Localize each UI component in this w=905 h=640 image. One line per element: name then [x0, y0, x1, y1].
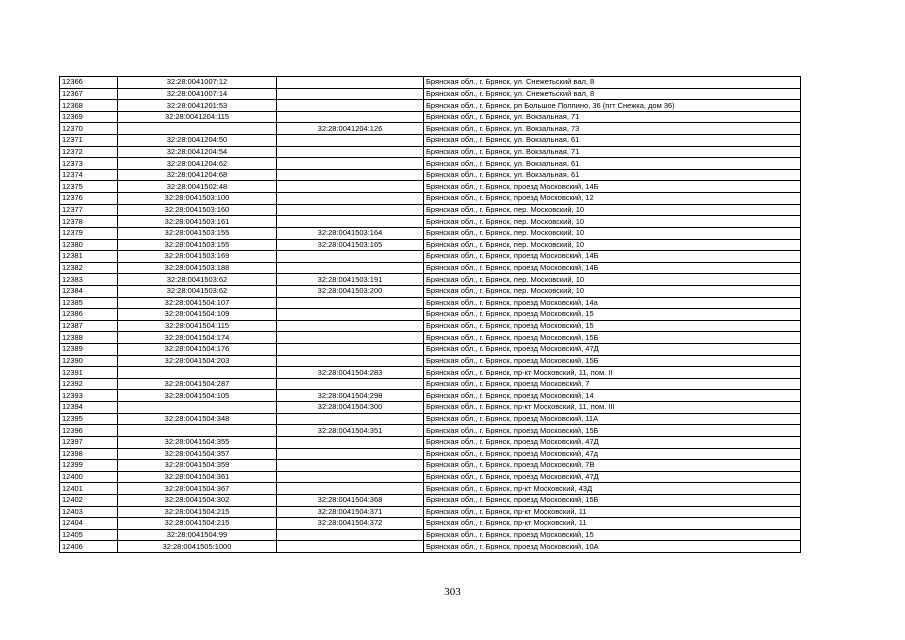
row-number-cell: 12385 [60, 297, 118, 309]
row-number-cell: 12371 [60, 135, 118, 147]
table-row [60, 146, 801, 158]
address-cell: Брянская обл., г. Брянск, проезд Московский, 47Д [424, 436, 801, 448]
address-cell: Брянская обл., г. Брянск, пер. Московский, 10 [424, 274, 801, 286]
address-cell: Брянская обл., г. Брянск, пер. Московский, 10 [424, 239, 801, 251]
secondary-cadastral-number-cell: 32:28:0041504:300 [277, 402, 424, 414]
table-row [60, 193, 801, 205]
cadastral-number-cell: 32:28:0041504:367 [118, 483, 277, 495]
cadastral-number-cell: 32:28:0041504:107 [118, 297, 277, 309]
cadastral-number-cell: 32:28:0041504:109 [118, 309, 277, 321]
table-row [60, 181, 801, 193]
table-row [60, 204, 801, 216]
cadastral-number-cell: 32:28:0041204:62 [118, 158, 277, 170]
table-row [60, 483, 801, 495]
address-cell: Брянская обл., г. Брянск, проезд Московский, 14Б [424, 251, 801, 263]
secondary-cadastral-number-cell: 32:28:0041503:200 [277, 285, 424, 297]
row-number-cell: 12387 [60, 320, 118, 332]
cadastral-number-cell: 32:28:0041504:203 [118, 355, 277, 367]
address-cell: Брянская обл., г. Брянск, пр-кт Московский, 11 [424, 518, 801, 530]
address-cell: Брянская обл., г. Брянск, проезд Московский, 47д [424, 448, 801, 460]
row-number-cell: 12393 [60, 390, 118, 402]
property-registry-table [59, 76, 801, 553]
table-row [60, 297, 801, 309]
secondary-cadastral-number-cell [277, 193, 424, 205]
cadastral-number-cell: 32:28:0041504:174 [118, 332, 277, 344]
secondary-cadastral-number-cell [277, 158, 424, 170]
secondary-cadastral-number-cell: 32:28:0041204:126 [277, 123, 424, 135]
row-number-cell: 12382 [60, 262, 118, 274]
cadastral-number-cell [118, 402, 277, 414]
row-number-cell: 12369 [60, 111, 118, 123]
table-row [60, 309, 801, 321]
address-cell: Брянская обл., г. Брянск, рп Большое Полпино, 36 (пгт Снежка, дом 36) [424, 100, 801, 112]
table-row [60, 227, 801, 239]
address-cell: Брянская обл., г. Брянск, ул. Вокзальная, 73 [424, 123, 801, 135]
secondary-cadastral-number-cell [277, 320, 424, 332]
address-cell: Брянская обл., г. Брянск, проезд Московский, 7В [424, 460, 801, 472]
row-number-cell: 12380 [60, 239, 118, 251]
row-number-cell: 12379 [60, 227, 118, 239]
secondary-cadastral-number-cell [277, 111, 424, 123]
row-number-cell: 12378 [60, 216, 118, 228]
row-number-cell: 12366 [60, 77, 118, 89]
secondary-cadastral-number-cell: 32:28:0041503:191 [277, 274, 424, 286]
secondary-cadastral-number-cell [277, 344, 424, 356]
row-number-cell: 12373 [60, 158, 118, 170]
address-cell: Брянская обл., г. Брянск, проезд Московский, 11А [424, 413, 801, 425]
address-cell: Брянская обл., г. Брянск, ул. Вокзальная, 61 [424, 135, 801, 147]
cadastral-number-cell: 32:28:0041204:50 [118, 135, 277, 147]
cadastral-number-cell: 32:28:0041504:215 [118, 506, 277, 518]
address-cell: Брянская обл., г. Брянск, ул. Вокзальная, 61 [424, 169, 801, 181]
table-row [60, 413, 801, 425]
address-cell: Брянская обл., г. Брянск, ул. Вокзальная, 71 [424, 111, 801, 123]
cadastral-number-cell: 32:28:0041204:115 [118, 111, 277, 123]
address-cell: Брянская обл., г. Брянск, пер. Московский, 10 [424, 227, 801, 239]
table-row [60, 135, 801, 147]
row-number-cell: 12376 [60, 193, 118, 205]
table-row [60, 123, 801, 135]
row-number-cell: 12403 [60, 506, 118, 518]
cadastral-number-cell: 32:28:0041504:99 [118, 529, 277, 541]
secondary-cadastral-number-cell [277, 483, 424, 495]
secondary-cadastral-number-cell [277, 297, 424, 309]
cadastral-number-cell: 32:28:0041504:359 [118, 460, 277, 472]
cadastral-number-cell: 32:28:0041503:169 [118, 251, 277, 263]
address-cell: Брянская обл., г. Брянск, проезд Московский, 15Б [424, 332, 801, 344]
row-number-cell: 12404 [60, 518, 118, 530]
table-row [60, 460, 801, 472]
table-row [60, 529, 801, 541]
cadastral-number-cell: 32:28:0041504:215 [118, 518, 277, 530]
secondary-cadastral-number-cell [277, 100, 424, 112]
secondary-cadastral-number-cell: 32:28:0041504:283 [277, 367, 424, 379]
address-cell: Брянская обл., г. Брянск, ул. Вокзальная, 61 [424, 158, 801, 170]
table-row [60, 471, 801, 483]
secondary-cadastral-number-cell [277, 471, 424, 483]
secondary-cadastral-number-cell [277, 181, 424, 193]
table-row [60, 390, 801, 402]
address-cell: Брянская обл., г. Брянск, пр-кт Московский, 11, пом. III [424, 402, 801, 414]
secondary-cadastral-number-cell [277, 378, 424, 390]
table-row [60, 344, 801, 356]
table-row [60, 285, 801, 297]
row-number-cell: 12401 [60, 483, 118, 495]
secondary-cadastral-number-cell: 32:28:0041504:368 [277, 494, 424, 506]
secondary-cadastral-number-cell [277, 146, 424, 158]
row-number-cell: 12386 [60, 309, 118, 321]
table-row [60, 88, 801, 100]
row-number-cell: 12370 [60, 123, 118, 135]
cadastral-number-cell: 32:28:0041503:100 [118, 193, 277, 205]
row-number-cell: 12381 [60, 251, 118, 263]
secondary-cadastral-number-cell [277, 332, 424, 344]
row-number-cell: 12396 [60, 425, 118, 437]
table-row [60, 251, 801, 263]
secondary-cadastral-number-cell [277, 541, 424, 553]
row-number-cell: 12367 [60, 88, 118, 100]
secondary-cadastral-number-cell [277, 216, 424, 228]
cadastral-number-cell: 32:28:0041504:357 [118, 448, 277, 460]
address-cell: Брянская обл., г. Брянск, пр-кт Московский, 43Д [424, 483, 801, 495]
table-row [60, 216, 801, 228]
table-row [60, 518, 801, 530]
table-row [60, 355, 801, 367]
cadastral-number-cell: 32:28:0041504:348 [118, 413, 277, 425]
cadastral-number-cell [118, 367, 277, 379]
table-row [60, 239, 801, 251]
secondary-cadastral-number-cell: 32:28:0041504:372 [277, 518, 424, 530]
row-number-cell: 12384 [60, 285, 118, 297]
table-row [60, 169, 801, 181]
row-number-cell: 12395 [60, 413, 118, 425]
cadastral-number-cell: 32:28:0041007:12 [118, 77, 277, 89]
row-number-cell: 12374 [60, 169, 118, 181]
cadastral-number-cell [118, 425, 277, 437]
table-row [60, 494, 801, 506]
cadastral-number-cell: 32:28:0041504:287 [118, 378, 277, 390]
cadastral-number-cell: 32:28:0041503:62 [118, 285, 277, 297]
cadastral-number-cell: 32:28:0041505:1000 [118, 541, 277, 553]
secondary-cadastral-number-cell: 32:28:0041503:165 [277, 239, 424, 251]
secondary-cadastral-number-cell [277, 529, 424, 541]
row-number-cell: 12392 [60, 378, 118, 390]
cadastral-number-cell: 32:28:0041503:161 [118, 216, 277, 228]
address-cell: Брянская обл., г. Брянск, проезд Московский, 14Б [424, 181, 801, 193]
table-row [60, 425, 801, 437]
row-number-cell: 12372 [60, 146, 118, 158]
address-cell: Брянская обл., г. Брянск, проезд Московский, 14а [424, 297, 801, 309]
row-number-cell: 12397 [60, 436, 118, 448]
registry-table-body [60, 77, 801, 553]
cadastral-number-cell: 32:28:0041503:155 [118, 239, 277, 251]
table-row [60, 77, 801, 89]
secondary-cadastral-number-cell [277, 436, 424, 448]
secondary-cadastral-number-cell: 32:28:0041504:351 [277, 425, 424, 437]
address-cell: Брянская обл., г. Брянск, проезд Московский, 15 [424, 529, 801, 541]
row-number-cell: 12391 [60, 367, 118, 379]
table-row [60, 274, 801, 286]
address-cell: Брянская обл., г. Брянск, проезд Московский, 15Б [424, 494, 801, 506]
cadastral-number-cell: 32:28:0041504:361 [118, 471, 277, 483]
address-cell: Брянская обл., г. Брянск, проезд Московский, 15Б [424, 355, 801, 367]
cadastral-number-cell: 32:28:0041503:160 [118, 204, 277, 216]
cadastral-number-cell: 32:28:0041204:68 [118, 169, 277, 181]
table-row [60, 320, 801, 332]
secondary-cadastral-number-cell [277, 169, 424, 181]
secondary-cadastral-number-cell [277, 135, 424, 147]
cadastral-number-cell: 32:28:0041504:115 [118, 320, 277, 332]
address-cell: Брянская обл., г. Брянск, проезд Московский, 47Д [424, 471, 801, 483]
secondary-cadastral-number-cell [277, 262, 424, 274]
cadastral-number-cell: 32:28:0041504:355 [118, 436, 277, 448]
secondary-cadastral-number-cell [277, 448, 424, 460]
table-row [60, 506, 801, 518]
address-cell: Брянская обл., г. Брянск, пер. Московский, 10 [424, 204, 801, 216]
row-number-cell: 12398 [60, 448, 118, 460]
row-number-cell: 12390 [60, 355, 118, 367]
row-number-cell: 12389 [60, 344, 118, 356]
row-number-cell: 12375 [60, 181, 118, 193]
secondary-cadastral-number-cell [277, 355, 424, 367]
table-row [60, 448, 801, 460]
row-number-cell: 12377 [60, 204, 118, 216]
cadastral-number-cell: 32:28:0041502:48 [118, 181, 277, 193]
address-cell: Брянская обл., г. Брянск, проезд Московский, 15 [424, 320, 801, 332]
address-cell: Брянская обл., г. Брянск, проезд Московский, 12 [424, 193, 801, 205]
cadastral-number-cell: 32:28:0041201:53 [118, 100, 277, 112]
secondary-cadastral-number-cell [277, 88, 424, 100]
secondary-cadastral-number-cell: 32:28:0041504:371 [277, 506, 424, 518]
cadastral-number-cell: 32:28:0041503:188 [118, 262, 277, 274]
row-number-cell: 12388 [60, 332, 118, 344]
row-number-cell: 12383 [60, 274, 118, 286]
cadastral-number-cell: 32:28:0041504:302 [118, 494, 277, 506]
address-cell: Брянская обл., г. Брянск, пр-кт Московский, 11 [424, 506, 801, 518]
secondary-cadastral-number-cell [277, 251, 424, 263]
table-row [60, 378, 801, 390]
table-row [60, 436, 801, 448]
page-number: 303 [444, 586, 461, 598]
secondary-cadastral-number-cell [277, 309, 424, 321]
cadastral-number-cell: 32:28:0041204:54 [118, 146, 277, 158]
row-number-cell: 12394 [60, 402, 118, 414]
table-row [60, 541, 801, 553]
cadastral-number-cell: 32:28:0041503:155 [118, 227, 277, 239]
address-cell: Брянская обл., г. Брянск, проезд Московский, 10А [424, 541, 801, 553]
address-cell: Брянская обл., г. Брянск, проезд Московский, 47Д [424, 344, 801, 356]
address-cell: Брянская обл., г. Брянск, проезд Московский, 15Б [424, 425, 801, 437]
row-number-cell: 12402 [60, 494, 118, 506]
secondary-cadastral-number-cell [277, 413, 424, 425]
table-row [60, 262, 801, 274]
secondary-cadastral-number-cell [277, 77, 424, 89]
address-cell: Брянская обл., г. Брянск, проезд Московский, 14 [424, 390, 801, 402]
table-row [60, 100, 801, 112]
address-cell: Брянская обл., г. Брянск, ул. Вокзальная, 71 [424, 146, 801, 158]
address-cell: Брянская обл., г. Брянск, пер. Московский, 10 [424, 285, 801, 297]
table-row [60, 367, 801, 379]
cadastral-number-cell [118, 123, 277, 135]
address-cell: Брянская обл., г. Брянск, проезд Московский, 7 [424, 378, 801, 390]
table-row [60, 332, 801, 344]
table-row [60, 111, 801, 123]
cadastral-number-cell: 32:28:0041503:62 [118, 274, 277, 286]
table-row [60, 402, 801, 414]
row-number-cell: 12368 [60, 100, 118, 112]
row-number-cell: 12400 [60, 471, 118, 483]
row-number-cell: 12399 [60, 460, 118, 472]
address-cell: Брянская обл., г. Брянск, пер. Московский, 10 [424, 216, 801, 228]
secondary-cadastral-number-cell: 32:28:0041503:164 [277, 227, 424, 239]
address-cell: Брянская обл., г. Брянск, пр-кт Московский, 11, пом. II [424, 367, 801, 379]
cadastral-number-cell: 32:28:0041504:105 [118, 390, 277, 402]
address-cell: Брянская обл., г. Брянск, проезд Московский, 14Б [424, 262, 801, 274]
address-cell: Брянская обл., г. Брянск, проезд Московский, 15 [424, 309, 801, 321]
address-cell: Брянская обл., г. Брянск, ул. Снежетьский вал, 8 [424, 88, 801, 100]
table-row [60, 158, 801, 170]
address-cell: Брянская обл., г. Брянск, ул. Снежетьский вал, 8 [424, 77, 801, 89]
row-number-cell: 12406 [60, 541, 118, 553]
row-number-cell: 12405 [60, 529, 118, 541]
cadastral-number-cell: 32:28:0041007:14 [118, 88, 277, 100]
secondary-cadastral-number-cell [277, 460, 424, 472]
cadastral-number-cell: 32:28:0041504:176 [118, 344, 277, 356]
secondary-cadastral-number-cell [277, 204, 424, 216]
secondary-cadastral-number-cell: 32:28:0041504:298 [277, 390, 424, 402]
